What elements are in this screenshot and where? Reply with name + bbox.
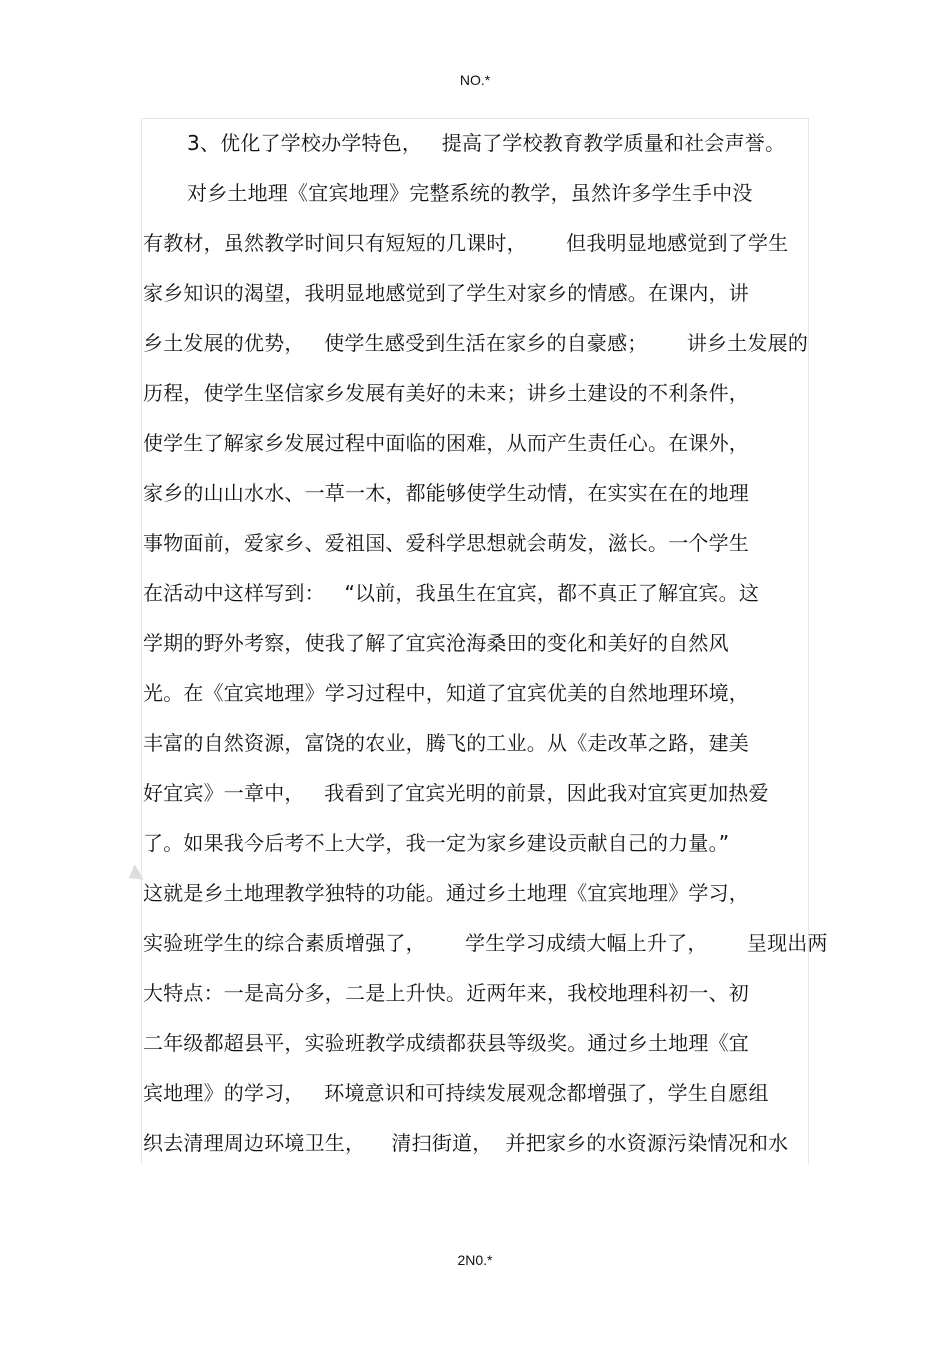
body-text xyxy=(143,124,828,1174)
text-line: 好宜宾》一章中， 我看到了宜宾光明的前景，因此我对宜宾更加热爱 xyxy=(143,781,769,805)
text-line: 事物面前，爱家乡、爱祖国、爱科学思想就会萌发，滋长。一个学生 xyxy=(143,531,749,555)
text-line: 家乡的山山水水、一草一木，都能够使学生动情，在实实在在的地理 xyxy=(143,481,749,505)
text-line: 织去清理周边环境卫生， 清扫街道， 并把家乡的水资源污染情况和水 xyxy=(143,1131,789,1155)
text-line: 宾地理》的学习， 环境意识和可持续发展观念都增强了，学生自愿组 xyxy=(143,1081,769,1105)
text-line: 实验班学生的综合素质增强了， 学生学习成绩大幅上升了， 呈现出两 xyxy=(143,931,828,955)
text-line: 3、优化了学校办学特色， 提高了学校教育教学质量和社会声誉。 xyxy=(187,131,786,155)
text-line: 历程，使学生坚信家乡发展有美好的未来；讲乡土建设的不利条件， xyxy=(143,381,749,405)
text-line: 这就是乡土地理教学独特的功能。通过乡土地理《宜宾地理》学习， xyxy=(143,881,749,905)
page-footer-label: 2N0.* xyxy=(457,1252,493,1268)
text-line: 家乡知识的渴望，我明显地感觉到了学生对家乡的情感。在课内，讲 xyxy=(143,281,749,305)
text-line: 使学生了解家乡发展过程中面临的困难，从而产生责任心。在课外， xyxy=(143,431,749,455)
text-line: 大特点：一是高分多，二是上升快。近两年来，我校地理科初一、初 xyxy=(143,981,749,1005)
text-line: 二年级都超县平，实验班教学成绩都获县等级奖。通过乡土地理《宜 xyxy=(143,1031,749,1055)
text-line: 乡土发展的优势， 使学生感受到生活在家乡的自豪感； 讲乡土发展的 xyxy=(143,331,809,355)
text-line: 对乡土地理《宜宾地理》完整系统的教学，虽然许多学生手中没 xyxy=(187,181,753,205)
text-line: 丰富的自然资源，富饶的农业，腾飞的工业。从《走改革之路，建美 xyxy=(143,731,749,755)
page-header-label: NO.* xyxy=(459,72,491,88)
text-line: 在活动中这样写到： “以前，我虽生在宜宾，都不真正了解宜宾。这 xyxy=(143,581,760,605)
text-line: 有教材，虽然教学时间只有短短的几课时， 但我明显地感觉到了学生 xyxy=(143,231,789,255)
text-line: 学期的野外考察，使我了解了宜宾沧海桑田的变化和美好的自然风 xyxy=(143,631,729,655)
text-line: 了。如果我今后考不上大学，我一定为家乡建设贡献自己的力量。” xyxy=(143,831,730,855)
text-line: 光。在《宜宾地理》学习过程中，知道了宜宾优美的自然地理环境， xyxy=(143,681,749,705)
